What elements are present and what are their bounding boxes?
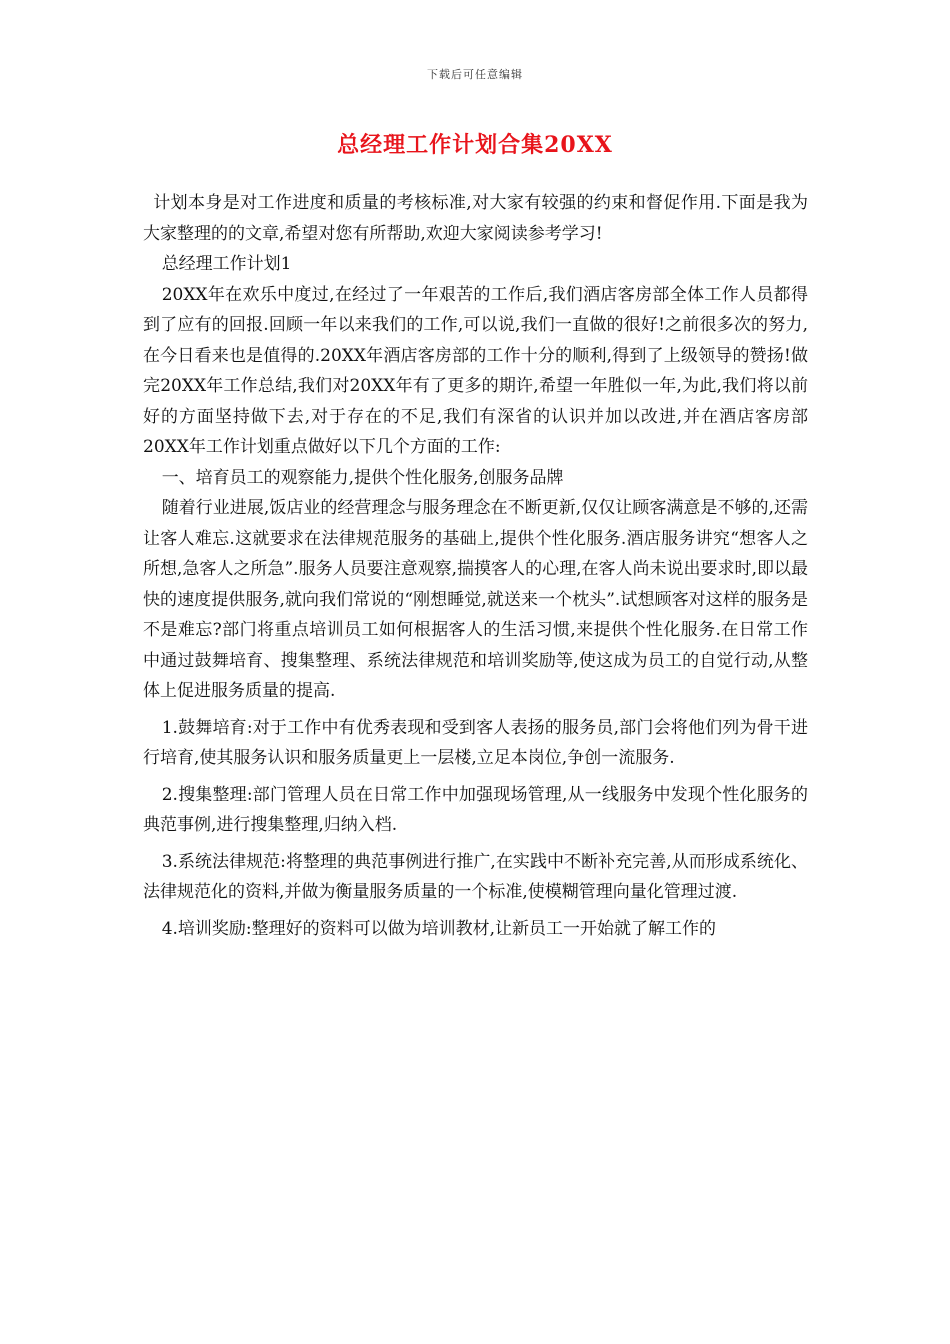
body-paragraph: 随着行业进展,饭店业的经营理念与服务理念在不断更新,仅仅让顾客满意是不够的,还需让客人难忘.这就要求在法律规范服务的基础上,提供个性化服务.酒店服务讲究“想客人之所想,急客人之所急”.服务人员要注意观察,揣摸客人的心理,在客人尚未说出要求时,即以最快的速度提供服务,就向我们常说的“刚想睡觉,就送来一个枕头”.试想顾客对这样的服务是不是难忘?部门将重点培训员工如何根据客人的生活习惯,来提供个性化服务.在日常工作中通过鼓舞培育、搜集整理、系统法律规范和培训奖励等,使这成为员工的自觉行动,从整体上促进服务质量的提高. <box>143 498 808 701</box>
list-item-2: 2.搜集整理:部门管理人员在日常工作中加强现场管理,从一线服务中发现个性化服务的典范事例,进行搜集整理,归纳入档. <box>143 784 808 835</box>
document-body <box>143 188 808 944</box>
section-heading-1: 一、培育员工的观察能力,提供个性化服务,创服务品牌 <box>161 467 564 488</box>
intro-paragraph: 计划本身是对工作进度和质量的考核标准,对大家有较强的约束和督促作用.下面是我为大家整理的的文章,希望对您有所帮助,欢迎大家阅读参考学习! <box>143 193 808 244</box>
list-item-4: 4.培训奖励:整理好的资料可以做为培训教材,让新员工一开始就了解工作的 <box>161 918 717 939</box>
document-title: 总经理工作计划合集20XX <box>337 132 613 158</box>
section-heading-plan-1: 总经理工作计划1 <box>161 254 292 274</box>
body-paragraph: 20XX年在欢乐中度过,在经过了一年艰苦的工作后,我们酒店客房部全体工作人员都得到了应有的回报.回顾一年以来我们的工作,可以说,我们一直做的很好!之前很多次的努力,在今日看来也是值得的.20XX年酒店客房部的工作十分的顺利,得到了上级领导的赞扬!做完20XX年工作总结,我们对20XX年有了更多的期许,希望一年胜似一年,为此,我们将以前好的方面坚持做下去,对于存在的不足,我们有深省的认识并加以改进,并在酒店客房部20XX年工作计划重点做好以下几个方面的工作: <box>143 284 808 457</box>
list-item-1: 1.鼓舞培育:对于工作中有优秀表现和受到客人表扬的服务员,部门会将他们列为骨干进行培育,使其服务认识和服务质量更上一层楼,立足本岗位,争创一流服务. <box>143 717 808 768</box>
header-note: 下载后可任意编辑 <box>427 68 523 81</box>
list-item-3: 3.系统法律规范:将整理的典范事例进行推广,在实践中不断补充完善,从而形成系统化、法律规范化的资料,并做为衡量服务质量的一个标准,使模糊管理向量化管理过渡. <box>143 851 808 902</box>
